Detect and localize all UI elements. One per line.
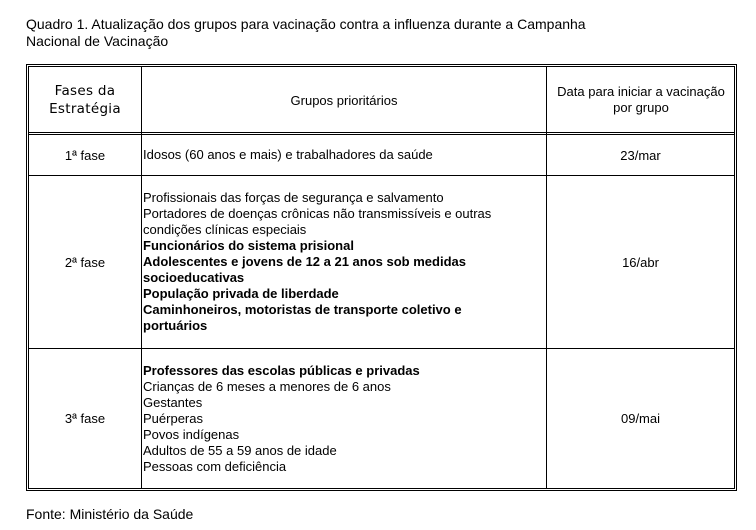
date-value: 23/mar xyxy=(620,147,661,163)
header-groups-label: Grupos prioritários xyxy=(290,92,398,108)
vaccination-table xyxy=(26,64,737,491)
phase-cell xyxy=(29,349,141,488)
header-phase-line1: Fases da xyxy=(54,83,116,99)
header-phase-line2: Estratégia xyxy=(49,101,121,117)
group-item: Crianças de 6 meses a menores de 6 anos xyxy=(143,378,391,394)
group-item: Adultos de 55 a 59 anos de idade xyxy=(143,442,337,458)
group-item: Gestantes xyxy=(143,394,203,410)
group-item: Povos indígenas xyxy=(143,426,240,442)
caption-line-2: Nacional de Vacinação xyxy=(26,33,169,49)
date-cell xyxy=(547,135,734,175)
group-item: Idosos (60 anos e mais) e trabalhadores da saúde xyxy=(143,147,433,162)
caption-line-1: Quadro 1. Atualização dos grupos para vacinação contra a influenza durante a Campanha xyxy=(26,16,586,32)
header-date-line1: Data para iniciar a vacinação xyxy=(557,84,725,99)
groups-cell xyxy=(142,135,546,175)
group-item: Puérperas xyxy=(143,410,203,426)
date-cell xyxy=(547,176,734,348)
group-item: Caminhoneiros, motoristas de transporte coletivo e portuários xyxy=(143,302,462,333)
phase-label: 3ª fase xyxy=(64,411,106,426)
table-caption xyxy=(26,16,646,50)
source-note: Fonte: Ministério da Saúde xyxy=(26,506,194,522)
group-item: Pessoas com deficiência xyxy=(143,458,287,474)
groups-cell xyxy=(142,349,546,488)
date-value: 09/mai xyxy=(620,411,661,426)
header-date xyxy=(547,67,735,133)
group-item: População privada de liberdade xyxy=(143,286,339,301)
date-value: 16/abr xyxy=(622,254,659,270)
date-cell xyxy=(547,349,734,488)
group-item: Professores das escolas públicas e privadas xyxy=(143,362,420,378)
group-item: Portadores de doenças crônicas não transmissíveis e outras condições clínicas especiais xyxy=(143,206,492,237)
phase-label: 1ª fase xyxy=(64,147,106,163)
group-item: Profissionais das forças de segurança e salvamento xyxy=(143,190,444,205)
header-groups xyxy=(142,67,546,133)
header-phase xyxy=(29,67,141,133)
phase-cell xyxy=(29,135,141,175)
phase-cell xyxy=(29,176,141,348)
groups-cell xyxy=(142,176,522,348)
header-date-line2: por grupo xyxy=(613,100,669,115)
phase-label: 2ª fase xyxy=(64,254,106,270)
group-item: Adolescentes e jovens de 12 a 21 anos sob medidas socioeducativas xyxy=(143,254,466,285)
group-item: Funcionários do sistema prisional xyxy=(143,238,354,253)
